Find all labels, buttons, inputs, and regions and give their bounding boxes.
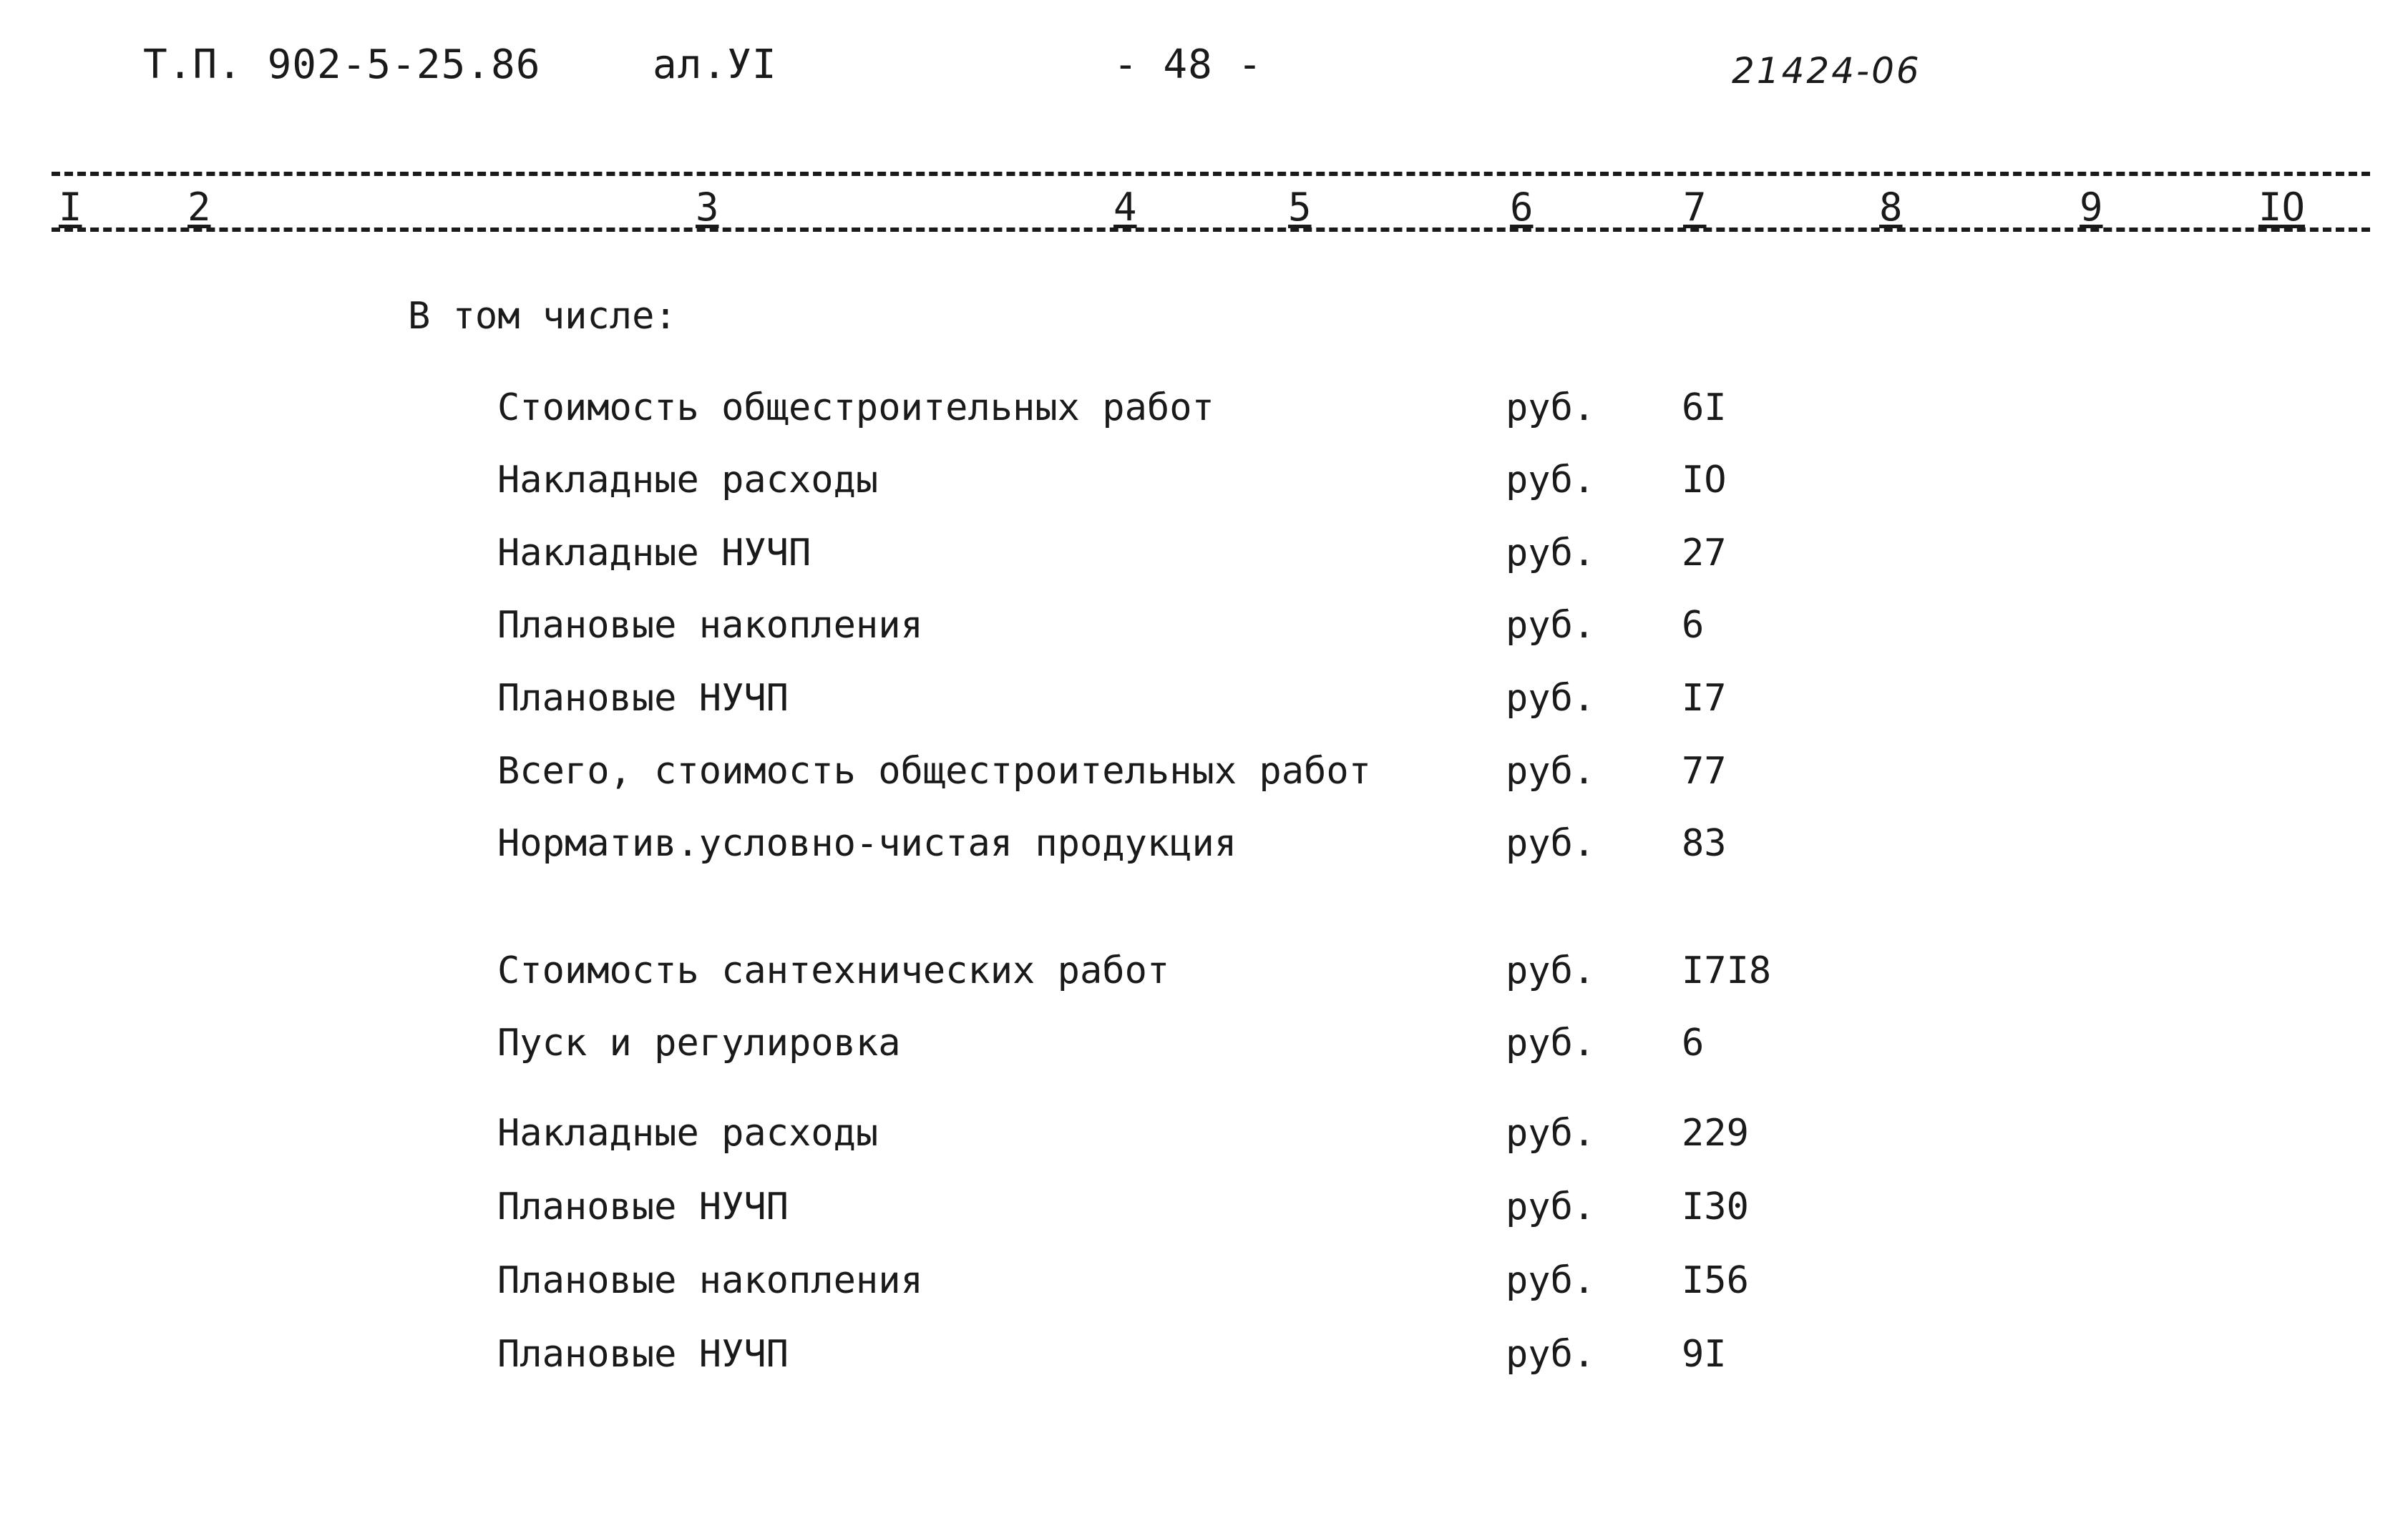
row-value: I56: [1682, 1259, 1749, 1302]
archive-number: 21424-06: [1732, 50, 1921, 92]
cost-row: [0, 386, 2408, 436]
cost-row: [0, 1022, 2408, 1072]
row-value: 77: [1682, 750, 1727, 793]
row-unit: руб.: [1506, 750, 1596, 793]
row-label: Плановые НУЧП: [497, 1333, 789, 1376]
row-unit: руб.: [1506, 1333, 1596, 1376]
row-label: Пуск и регулировка: [497, 1022, 901, 1065]
row-value: I7I8: [1682, 949, 1772, 992]
row-unit: руб.: [1506, 386, 1596, 429]
cost-row: [0, 750, 2408, 800]
column-number-10: IO: [2258, 185, 2306, 230]
row-label: Накладные НУЧП: [497, 532, 811, 574]
column-number-9: 9: [2080, 185, 2103, 230]
column-number-7: 7: [1683, 185, 1707, 230]
row-unit: руб.: [1506, 604, 1596, 647]
row-unit: руб.: [1506, 1112, 1596, 1155]
doc-code: Т.П. 902-5-25.86: [143, 41, 541, 88]
cost-row: [0, 1259, 2408, 1309]
table-top-rule: [52, 172, 2370, 176]
row-label: Норматив.условно-чистая продукция: [497, 822, 1237, 865]
row-unit: руб.: [1506, 1259, 1596, 1302]
row-unit: руб.: [1506, 822, 1596, 865]
cost-row: [0, 1333, 2408, 1383]
row-label: Плановые НУЧП: [497, 1185, 789, 1228]
row-value: IO: [1682, 459, 1727, 502]
cost-row: [0, 604, 2408, 654]
row-value: 27: [1682, 532, 1727, 574]
row-unit: руб.: [1506, 459, 1596, 502]
row-value: 6: [1682, 1022, 1705, 1065]
row-unit: руб.: [1506, 532, 1596, 574]
column-number-2: 2: [187, 185, 211, 230]
column-number-8: 8: [1879, 185, 1903, 230]
row-label: Стоимость сантехнических работ: [497, 949, 1170, 992]
row-value: 83: [1682, 822, 1727, 865]
column-number-1: I: [59, 185, 82, 230]
cost-row: [0, 1112, 2408, 1162]
row-unit: руб.: [1506, 1022, 1596, 1065]
row-label: Всего, стоимость общестроительных работ: [497, 750, 1371, 793]
row-unit: руб.: [1506, 677, 1596, 720]
column-number-3: 3: [696, 185, 719, 230]
page-number: - 48 -: [1113, 41, 1263, 88]
cost-row: [0, 949, 2408, 999]
row-value: I30: [1682, 1185, 1749, 1228]
row-value: 6: [1682, 604, 1705, 647]
row-value: 229: [1682, 1112, 1749, 1155]
row-unit: руб.: [1506, 949, 1596, 992]
column-number-6: 6: [1510, 185, 1534, 230]
row-value: I7: [1682, 677, 1727, 720]
row-label: Плановые накопления: [497, 604, 923, 647]
column-number-4: 4: [1113, 185, 1137, 230]
row-label: Стоимость общестроительных работ: [497, 386, 1214, 429]
cost-row: [0, 459, 2408, 509]
row-value: 6I: [1682, 386, 1727, 429]
row-value: 9I: [1682, 1333, 1727, 1376]
row-label: Накладные расходы: [497, 1112, 879, 1155]
album-number: ал.УI: [653, 41, 777, 88]
section-intro: В том числе:: [408, 295, 677, 338]
table-bottom-rule: [52, 228, 2370, 232]
row-unit: руб.: [1506, 1185, 1596, 1228]
cost-row: [0, 1185, 2408, 1236]
cost-row: [0, 677, 2408, 727]
column-number-5: 5: [1288, 185, 1312, 230]
row-label: Плановые накопления: [497, 1259, 923, 1302]
row-label: Накладные расходы: [497, 459, 879, 502]
cost-row: [0, 532, 2408, 582]
cost-row: [0, 822, 2408, 872]
row-label: Плановые НУЧП: [497, 677, 789, 720]
